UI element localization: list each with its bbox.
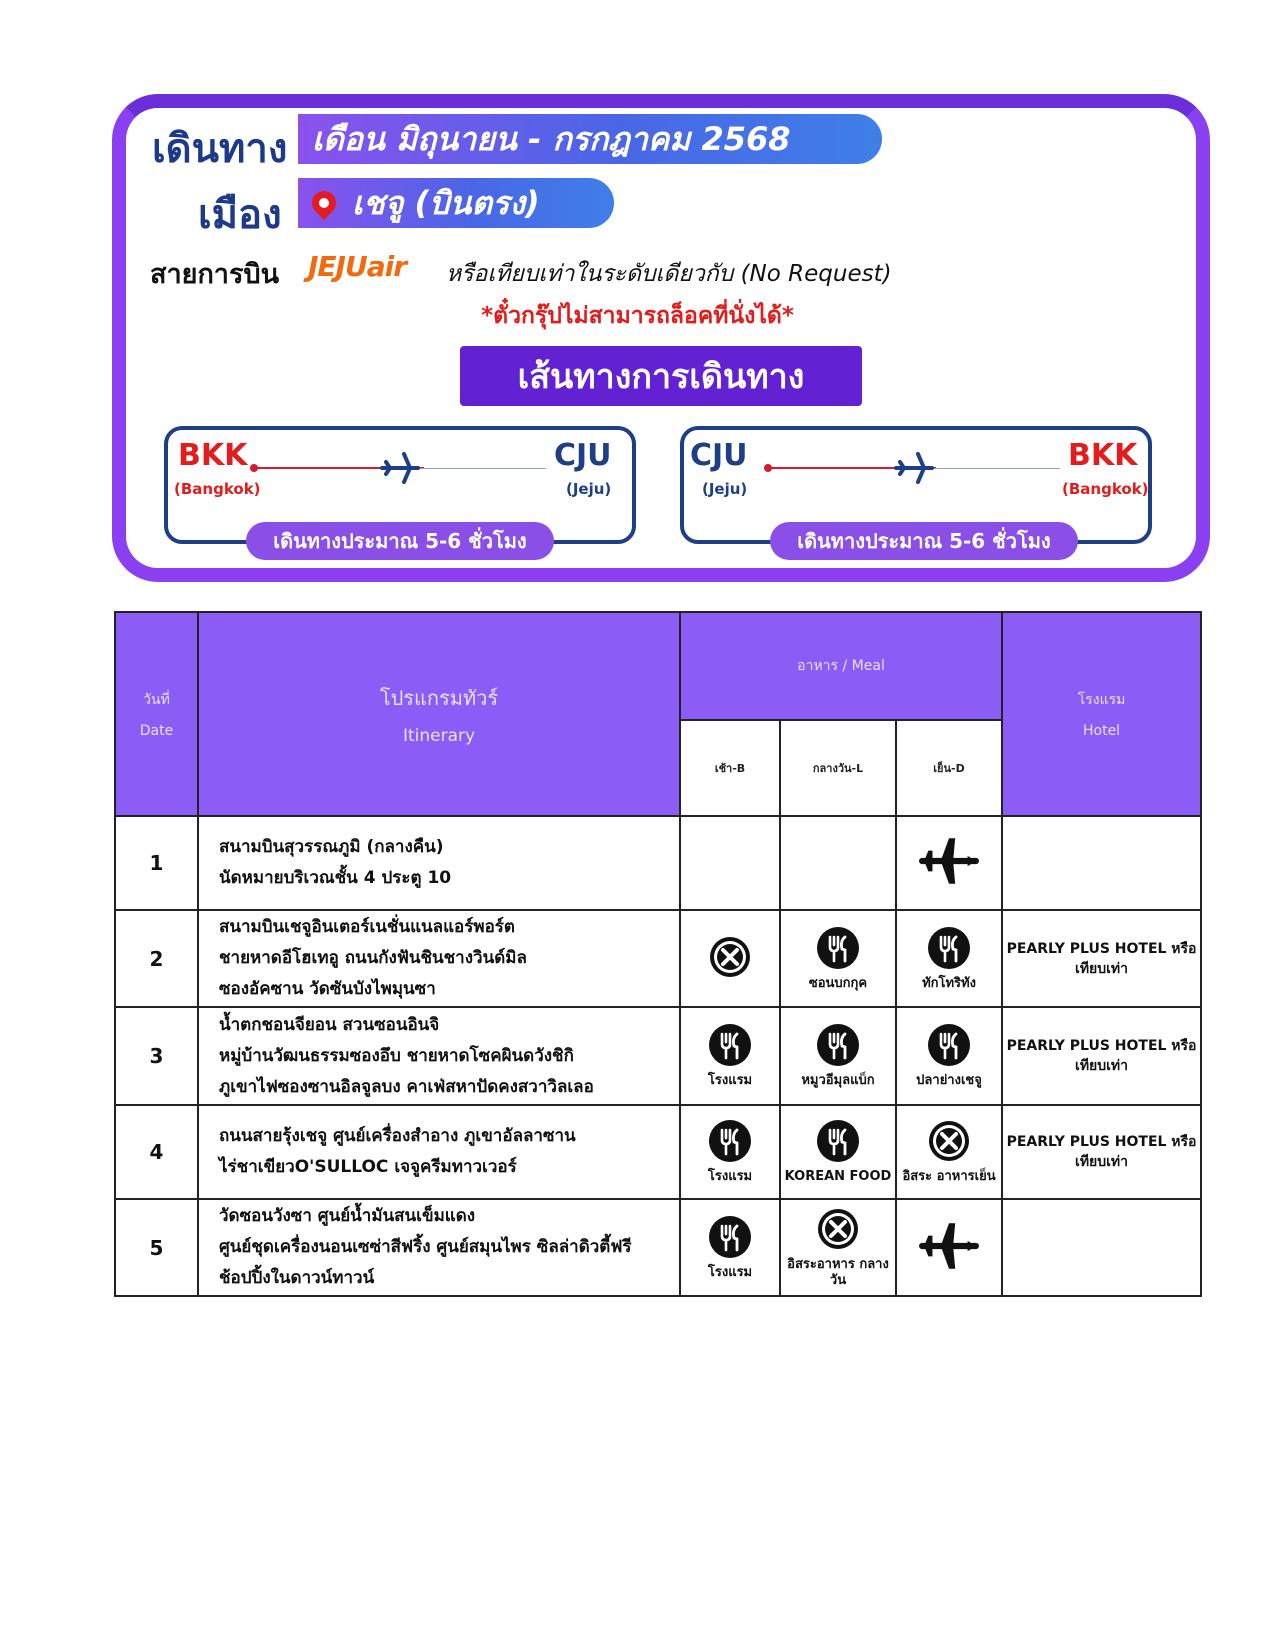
program-line: ชายหาดอีโฮเทอู ถนนกังฟันชินชางวินด์มิล [219, 948, 527, 968]
header-program [198, 612, 680, 816]
dinner-caption: ทักโทริทัง [922, 975, 976, 991]
breakfast-caption: โรงแรม [707, 1169, 753, 1184]
day-cell: 4 [115, 1105, 198, 1199]
lunch-cell [780, 910, 896, 1007]
header-program-th: โปรแกรมทัวร์ [379, 686, 499, 710]
hotel-cell: PEARLY PLUS HOTEL หรือเทียบเท่า [1002, 1105, 1201, 1199]
dinner-cell [896, 816, 1002, 910]
lunch-cell [780, 1007, 896, 1105]
travel-date-pill [298, 114, 882, 164]
lunch-cell [780, 1199, 896, 1296]
travel-label: เดินทาง [152, 126, 288, 172]
route-line-gray [420, 468, 546, 469]
program-line: ไร่ชาเขียวO'SULLOC เจจูครีมทาวเวอร์ [219, 1157, 517, 1177]
cutlery-icon [927, 959, 971, 974]
program-line: น้ำตกชอนจียอน สวนซอนอินจิ [219, 1014, 440, 1035]
airplane-icon [918, 1266, 980, 1281]
cross-icon [927, 1152, 971, 1167]
dinner-caption: อิสระ อาหารเย็น [902, 1169, 996, 1184]
program-cell [198, 1105, 680, 1199]
program-line: ภูเขาไฟซองซานอิลจูลบง คาเฟ่สหาปัดคงสวาวิลเลอ [219, 1076, 594, 1097]
travel-date-value: เดือน มิถุนายน - กรกฎาคม 2568 [312, 119, 791, 158]
route-to-code: CJU [554, 438, 612, 473]
location-pin-icon [307, 186, 341, 220]
table-row [115, 816, 1201, 910]
breakfast-cell [680, 1105, 780, 1199]
program-cell [198, 910, 680, 1007]
header-meal-label: อาหาร / Meal [797, 658, 885, 674]
airplane-icon [918, 881, 980, 896]
breakfast-caption: โรงแรม [707, 1073, 753, 1088]
header-breakfast: เช้า-B [680, 720, 780, 816]
hotel-cell [1002, 1199, 1201, 1296]
airplane-icon [380, 448, 420, 488]
route-duration-return: เดินทางประมาณ 5-6 ชั่วโมง [770, 522, 1078, 560]
route-title: เส้นทางการเดินทาง [460, 346, 862, 406]
table-row [115, 910, 1201, 1007]
dinner-cell [896, 1199, 1002, 1296]
header-program-en: Itinerary [402, 726, 476, 746]
route-to-code: BKK [1068, 438, 1138, 473]
program-line: สนามบินเชจูอินเตอร์เนชั่นแนลแอร์พอร์ต [219, 917, 515, 937]
header-dinner: เย็น-D [896, 720, 1002, 816]
program-line: สนามบินสุวรรณภูมิ (กลางคืน) [219, 837, 444, 857]
program-cell [198, 816, 680, 910]
cutlery-icon [816, 1056, 860, 1071]
lunch-caption: ซอนบกกุค [808, 975, 868, 991]
lunch-caption: อิสระอาหาร กลางวัน [787, 1256, 889, 1288]
program-line: ศูนย์ชุดเครื่องนอนเซซ่าสีฟริ้ง ศูนย์สมุนไพร ซิลล่าดิวตี้ฟรี [219, 1237, 632, 1257]
program-line: นัดหมายบริเวณชั้น 4 ประตู 10 [219, 868, 452, 888]
header-lunch: กลางวัน-L [780, 720, 896, 816]
airline-note: หรือเทียบเท่าในระดับเดียวกับ (No Request) [446, 261, 892, 287]
hotel-cell: PEARLY PLUS HOTEL หรือเทียบเท่า [1002, 910, 1201, 1007]
airline-label: สายการบิน [150, 259, 280, 290]
program-line: วัดซอนวังซา ศูนย์น้ำมันสนเข็มแดง [219, 1206, 476, 1226]
program-line: ถนนสายรุ้งเชจู ศูนย์เครื่องสำอาง ภูเขาอัลลาซาน [219, 1126, 576, 1146]
route-from-code: BKK [178, 438, 248, 473]
header-day-en: Date [139, 723, 174, 739]
cutlery-icon [708, 1248, 752, 1263]
lunch-caption: KOREAN FOOD [784, 1169, 892, 1184]
header-hotel-th: โรงแรม [1077, 692, 1126, 708]
breakfast-cell [680, 1199, 780, 1296]
table-row [115, 1199, 1201, 1296]
cutlery-icon [816, 1152, 860, 1167]
cutlery-icon [816, 959, 860, 974]
table-row [115, 1105, 1201, 1199]
itinerary-table [114, 611, 1202, 1297]
jejuair-logo: JEJUair [308, 250, 406, 283]
header-hotel-en: Hotel [1082, 723, 1121, 739]
route-line-gray [932, 468, 1060, 469]
day-cell: 3 [115, 1007, 198, 1105]
header-meal [680, 612, 1002, 720]
route-from-code: CJU [690, 438, 748, 473]
day-cell: 2 [115, 910, 198, 1007]
cross-icon [816, 1240, 860, 1255]
hotel-cell [1002, 816, 1201, 910]
breakfast-caption: โรงแรม [707, 1264, 753, 1280]
program-line: ช้อปปิ้งในดาวน์ทาวน์ [219, 1268, 375, 1288]
city-pill [298, 178, 614, 228]
breakfast-cell [680, 816, 780, 910]
city-label: เมือง [198, 192, 282, 238]
route-duration-outbound: เดินทางประมาณ 5-6 ชั่วโมง [246, 522, 554, 560]
dinner-caption: ปลาย่างเชจู [916, 1073, 982, 1088]
header-day-th: วันที่ [143, 692, 170, 708]
lunch-caption: หมูวอีมุลแบ็ก [801, 1073, 875, 1088]
table-row [115, 1007, 1201, 1105]
header-hotel [1002, 612, 1201, 816]
cross-icon [708, 968, 752, 983]
breakfast-cell [680, 1007, 780, 1105]
day-cell: 1 [115, 816, 198, 910]
airplane-icon [894, 448, 934, 488]
program-line: ซองอัคซาน วัดซันบังไพมุนซา [219, 979, 436, 999]
route-from-city: (Jeju) [702, 480, 748, 498]
header-day [115, 612, 198, 816]
lunch-cell [780, 816, 896, 910]
dinner-cell [896, 1105, 1002, 1199]
program-cell [198, 1199, 680, 1296]
breakfast-cell [680, 910, 780, 1007]
cutlery-icon [708, 1152, 752, 1167]
seat-warning: *ตั๋วกรุ๊ปไม่สามารถล็อคที่นั่งได้* [481, 303, 794, 329]
route-from-city: (Bangkok) [174, 480, 261, 498]
route-to-city: (Bangkok) [1062, 480, 1149, 498]
dinner-cell [896, 910, 1002, 1007]
cutlery-icon [927, 1056, 971, 1071]
lunch-cell [780, 1105, 896, 1199]
program-line: หมู่บ้านวัฒนธรรมซองอึบ ชายหาดโซคผินดวังชิกิ [219, 1045, 574, 1066]
dinner-cell [896, 1007, 1002, 1105]
hotel-cell: PEARLY PLUS HOTEL หรือเทียบเท่า [1002, 1007, 1201, 1105]
cutlery-icon [708, 1056, 752, 1071]
city-value: เชจู (บินตรง) [352, 183, 540, 222]
route-to-city: (Jeju) [566, 480, 612, 498]
day-cell: 5 [115, 1199, 198, 1296]
program-cell [198, 1007, 680, 1105]
